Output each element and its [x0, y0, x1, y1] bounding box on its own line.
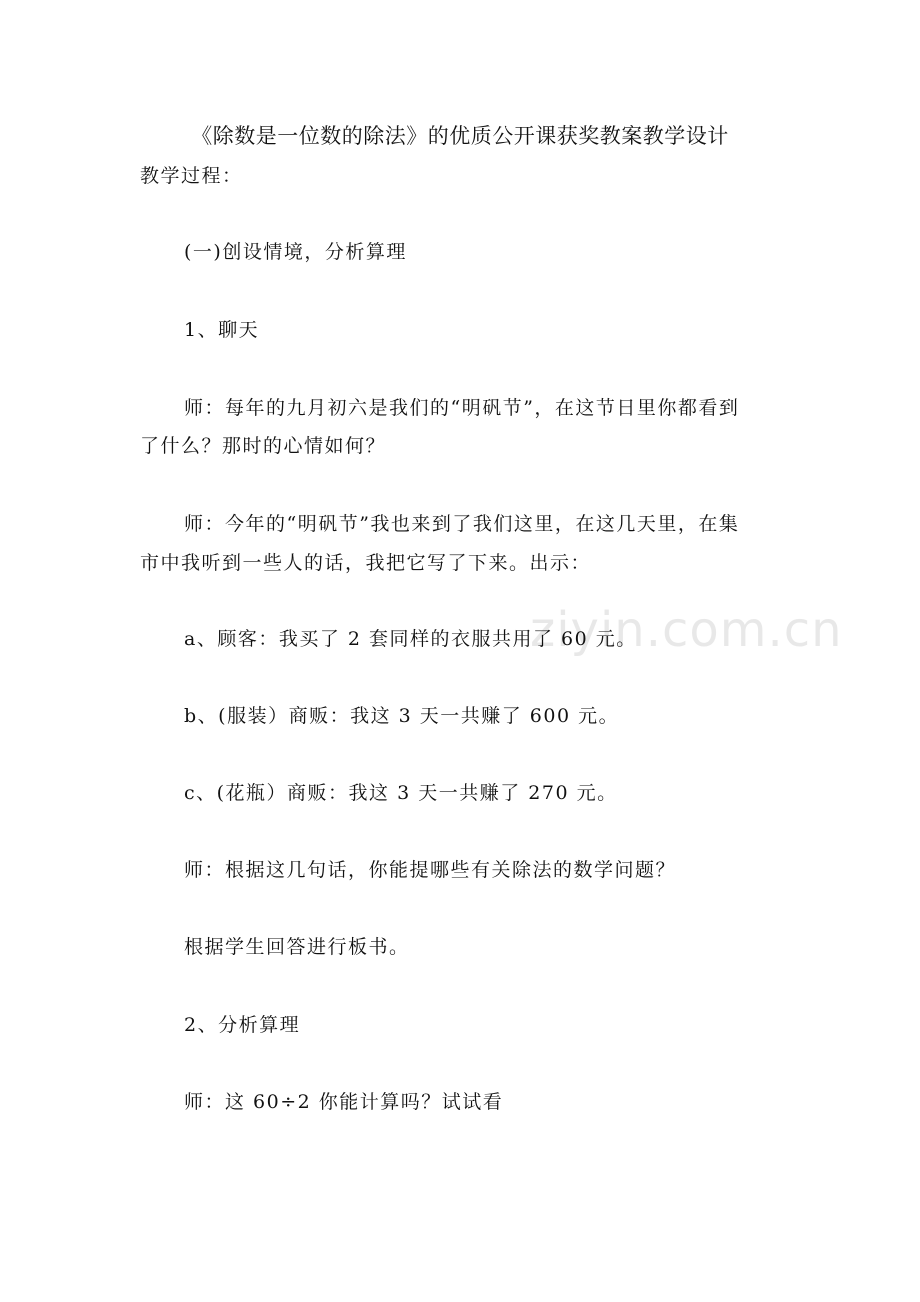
last-line: 师：这 60÷2 你能计算吗？试试看	[184, 1091, 504, 1113]
item-chat: 1、聊天	[184, 319, 260, 341]
paragraph-1-line-1: 师：每年的九月初六是我们的“明矾节”，在这节日里你都看到	[184, 397, 740, 419]
watermark: ziyin.com.cn	[530, 602, 843, 658]
board-note: 根据学生回答进行板书。	[184, 936, 410, 958]
section-label: 教学过程：	[140, 165, 243, 187]
paragraph-1-line-2: 了什么？那时的心情如何？	[140, 435, 387, 457]
paragraph-2-line-1: 师：今年的“明矾节”我也来到了我们这里，在这几天里，在集	[184, 513, 740, 535]
example-line-c: c、(花瓶）商贩：我这 3 天一共赚了 270 元。	[184, 782, 618, 804]
document-title: 《除数是一位数的除法》的优质公开课获奖教案教学设计	[191, 124, 729, 148]
question-line: 师：根据这几句话，你能提哪些有关除法的数学问题？	[184, 859, 677, 881]
example-line-b: b、(服装）商贩：我这 3 天一共赚了 600 元。	[184, 705, 620, 727]
example-line-a: a、顾客：我买了 2 套同样的衣服共用了 60 元。	[184, 628, 637, 650]
heading-create-situation: (一)创设情境，分析算理	[184, 241, 407, 263]
item-analyze: 2、分析算理	[184, 1014, 301, 1036]
paragraph-2-line-2: 市中我听到一些人的话，我把它写了下来。出示：	[140, 552, 592, 574]
